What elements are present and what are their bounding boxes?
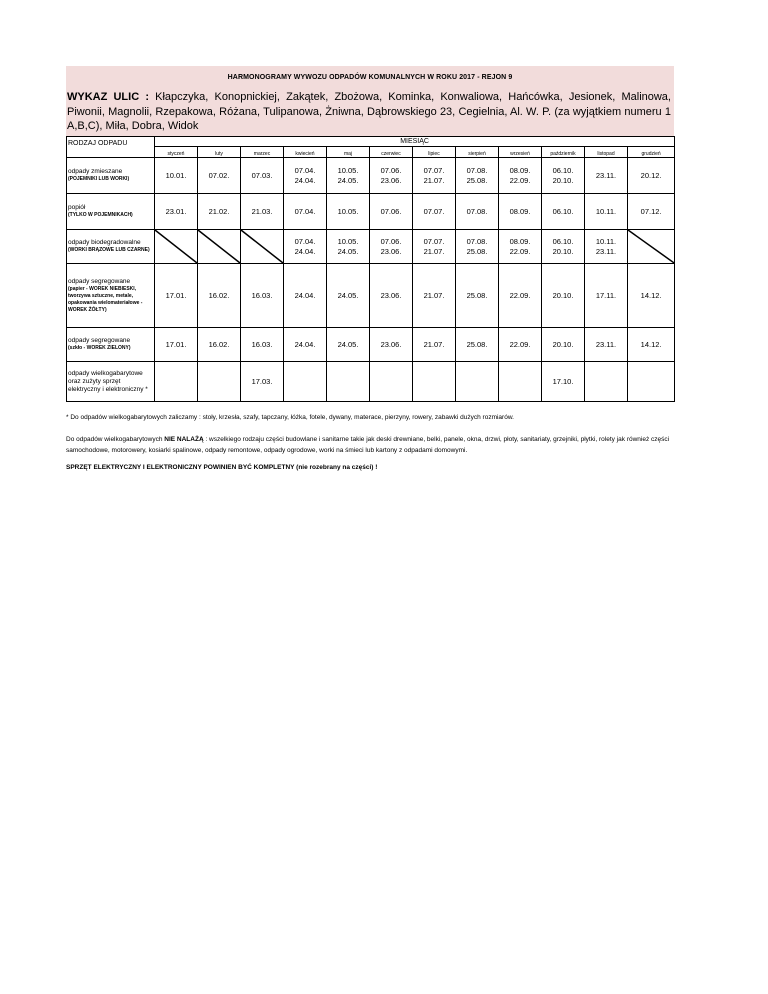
waste-type-label	[67, 194, 155, 230]
table-row	[67, 230, 675, 264]
collection-date: 10.11.	[585, 194, 628, 230]
collection-date: 08.09. 22.09.	[499, 158, 542, 194]
month-cell: październik	[542, 147, 585, 158]
collection-date: 10.05. 24.05.	[327, 158, 370, 194]
collection-date	[499, 362, 542, 402]
diagonal-line	[628, 230, 674, 263]
month-header: MIESIĄC	[155, 137, 675, 147]
month-cell: sierpień	[456, 147, 499, 158]
collection-date	[327, 362, 370, 402]
waste-type-header: RODZAJ ODPADU	[67, 137, 155, 158]
waste-type-label	[67, 362, 155, 402]
month-row	[67, 147, 675, 158]
collection-date: 06.10. 20.10.	[542, 158, 585, 194]
collection-date: 23.11.	[585, 328, 628, 362]
collection-date: 21.02.	[198, 194, 241, 230]
collection-date: 20.10.	[542, 264, 585, 328]
collection-date	[413, 362, 456, 402]
collection-date: 10.01.	[155, 158, 198, 194]
collection-date: 17.10.	[542, 362, 585, 402]
collection-date: 07.07. 21.07.	[413, 230, 456, 264]
waste-type-label	[67, 264, 155, 328]
header-block	[66, 66, 674, 137]
collection-date: 07.03.	[241, 158, 284, 194]
collection-date: 20.12.	[628, 158, 675, 194]
collection-date	[284, 362, 327, 402]
collection-date: 23.01.	[155, 194, 198, 230]
waste-type-note: (szkło - WOREK ZIELONY)	[68, 345, 131, 351]
collection-date: 07.02.	[198, 158, 241, 194]
waste-type-name: odpady biodegradowalne	[68, 239, 141, 246]
collection-date: 07.12.	[628, 194, 675, 230]
collection-date: 06.10.	[542, 194, 585, 230]
table-row	[67, 264, 675, 328]
collection-date: 17.11.	[585, 264, 628, 328]
note-bulky-waste: * Do odpadów wielkogabarytowych zaliczamy : stoły, krzesła, szafy, tapczany, łóżka, fotele, dywany, materace, pierzyny, rowery, zabawki dużych rozmiarów.	[66, 414, 514, 421]
collection-date: 24.05.	[327, 328, 370, 362]
collection-date: 23.06.	[370, 328, 413, 362]
waste-type-name: popiół	[68, 204, 86, 211]
month-cell: luty	[198, 147, 241, 158]
waste-type-note: (papier - WOREK NIEBIESKI, tworzywa sztuczne, metale, opakowania wielomateriałowe - WOREK ŻÓŁTY)	[68, 285, 143, 313]
waste-type-name: odpady segregowane	[68, 337, 131, 344]
note-electronics: SPRZĘT ELEKTRYCZNY I ELEKTRONICZNY POWINIEN BYĆ KOMPLETNY (nie rozebrany na części) !	[66, 464, 378, 471]
month-cell: kwiecień	[284, 147, 327, 158]
collection-date: 21.07.	[413, 328, 456, 362]
month-cell: grudzień	[628, 147, 675, 158]
collection-date: 07.08.	[456, 194, 499, 230]
collection-date: 16.03.	[241, 264, 284, 328]
collection-date: 21.07.	[413, 264, 456, 328]
collection-date: 14.12.	[628, 264, 675, 328]
street-list-text: Kłapczyka, Konopnickiej, Zakątek, Zbożowa, Kominka, Konwaliowa, Hańcówka, Jesionek, Malinowa, Piwonii, Magnolii, Rzepakowa, Różana, Tulipanowa, Żniwna, Dąbrowskiego 23, Cegielnia, Al. W. P. (za wyjątkiem numeru 1 A,B,C), Miła, Dobra, Widok	[67, 91, 671, 132]
collection-date: 17.03.	[241, 362, 284, 402]
month-cell: lipiec	[413, 147, 456, 158]
collection-date	[155, 362, 198, 402]
diagonal-line	[241, 230, 283, 263]
note-not-bulky	[66, 434, 672, 456]
waste-type-name: odpady zmieszane	[68, 168, 123, 175]
collection-date: 24.05.	[327, 264, 370, 328]
month-cell: styczeń	[155, 147, 198, 158]
collection-date: 07.04. 24.04.	[284, 158, 327, 194]
collection-date: 14.12.	[628, 328, 675, 362]
waste-type-note: (POJEMNIKI LUB WORKI)	[68, 176, 130, 182]
table-row	[67, 158, 675, 194]
no-collection-cell	[198, 230, 241, 264]
month-cell: wrzesień	[499, 147, 542, 158]
collection-date: 07.06.	[370, 194, 413, 230]
month-cell: marzec	[241, 147, 284, 158]
diagonal-line	[155, 230, 197, 263]
collection-date: 07.07.	[413, 194, 456, 230]
collection-date: 10.11. 23.11.	[585, 230, 628, 264]
collection-date: 24.04.	[284, 328, 327, 362]
collection-date: 07.04. 24.04.	[284, 230, 327, 264]
waste-type-note: (WORKI BRĄZOWE LUB CZARNE)	[68, 247, 150, 253]
waste-type-label	[67, 328, 155, 362]
no-collection-cell	[628, 230, 675, 264]
document-title: HARMONOGRAMY WYWOZU ODPADÓW KOMUNALNYCH W ROKU 2017 - REJON 9	[227, 74, 513, 81]
collection-date: 17.01.	[155, 328, 198, 362]
collection-date: 16.02.	[198, 328, 241, 362]
no-collection-cell	[241, 230, 284, 264]
collection-date: 10.05.	[327, 194, 370, 230]
collection-date: 23.11.	[585, 158, 628, 194]
street-list	[67, 90, 671, 134]
collection-date: 10.05. 24.05.	[327, 230, 370, 264]
collection-date: 08.09.	[499, 194, 542, 230]
collection-date	[628, 362, 675, 402]
collection-date: 17.01.	[155, 264, 198, 328]
schedule-body	[67, 158, 675, 402]
collection-date: 16.03.	[241, 328, 284, 362]
note-not-bulky-pre: Do odpadów wielkogabarytowych	[66, 436, 165, 443]
diagonal-line	[198, 230, 240, 263]
collection-date: 21.03.	[241, 194, 284, 230]
note-not-bulky-bold: NIE NALAŻĄ	[164, 436, 204, 443]
collection-date	[585, 362, 628, 402]
collection-date: 07.06. 23.06.	[370, 230, 413, 264]
collection-date: 23.06.	[370, 264, 413, 328]
collection-date: 07.08. 25.08.	[456, 230, 499, 264]
collection-date: 07.08. 25.08.	[456, 158, 499, 194]
collection-date: 22.09.	[499, 264, 542, 328]
waste-type-label	[67, 158, 155, 194]
collection-date: 07.07. 21.07.	[413, 158, 456, 194]
collection-date: 20.10.	[542, 328, 585, 362]
waste-type-name: odpady wielkogabarytowe oraz zużyty sprzęt elektryczny i elektroniczny *	[68, 369, 148, 393]
street-list-label: WYKAZ ULIC :	[67, 91, 149, 103]
collection-date: 25.08.	[456, 264, 499, 328]
month-cell: listopad	[585, 147, 628, 158]
collection-date: 08.09. 22.09.	[499, 230, 542, 264]
table-row	[67, 194, 675, 230]
no-collection-cell	[155, 230, 198, 264]
collection-date: 06.10. 20.10.	[542, 230, 585, 264]
schedule-table	[66, 136, 675, 402]
collection-date: 25.08.	[456, 328, 499, 362]
collection-date: 07.04.	[284, 194, 327, 230]
note-not-bulky-post: : wszelkiego rodzaju części budowlane i sanitarne takie jak deski drewniane, belki, panele, okna, drzwi, płoty, sanitariaty, grzejniki, płytki, rolety jak również części samochodowe, motorowery, kosiarki spalinowe, odpady remontowe, odpady ogrodowe, worki na śmieci lub kartony z odpadami domowymi.	[66, 436, 670, 454]
collection-date: 07.06. 23.06.	[370, 158, 413, 194]
collection-date	[370, 362, 413, 402]
table-row	[67, 362, 675, 402]
collection-date	[198, 362, 241, 402]
waste-type-note: (TYLKO W POJEMNIKACH)	[68, 212, 133, 218]
collection-date: 24.04.	[284, 264, 327, 328]
collection-date: 16.02.	[198, 264, 241, 328]
waste-type-name: odpady segregowane	[68, 277, 131, 285]
waste-type-label	[67, 230, 155, 264]
month-cell: czerwiec	[370, 147, 413, 158]
month-cell: maj	[327, 147, 370, 158]
collection-date: 22.09.	[499, 328, 542, 362]
collection-date	[456, 362, 499, 402]
table-row	[67, 328, 675, 362]
